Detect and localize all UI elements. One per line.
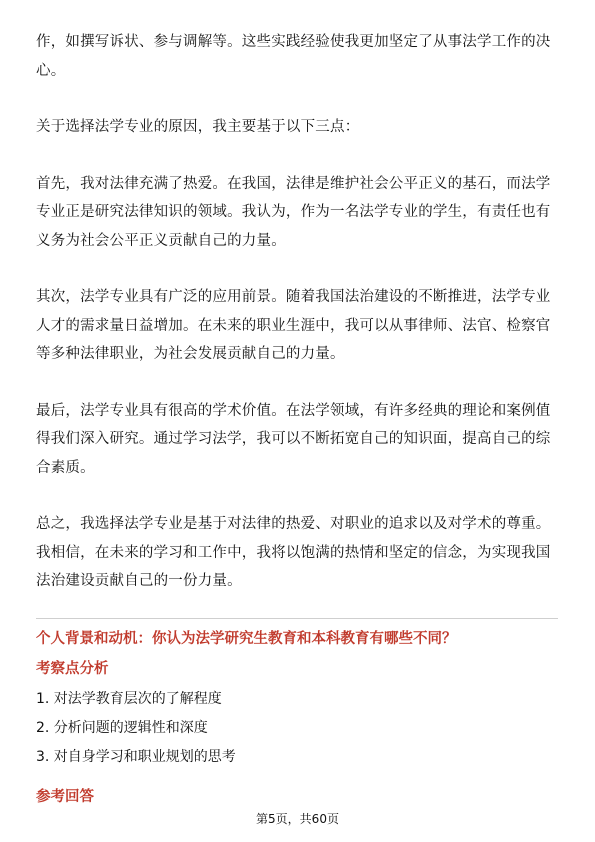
list-item: 3. 对自身学习和职业规划的思考 [36,748,236,765]
list-item: 2. 分析问题的逻辑性和深度 [36,719,208,736]
paragraph-reason-third: 最后，法学专业具有很高的学术价值。在法学领域，有许多经典的理论和案例值得我们深入研究。通过学习法学，我可以不断拓宽自己的知识面，提高自己的综合素质。 [36,402,551,476]
reference-answer-heading: 参考回答 [36,788,94,805]
list-item: 1. 对法学教育层次的了解程度 [36,690,222,707]
paragraph-reason-first: 首先，我对法律充满了热爱。在我国，法律是维护社会公平正义的基石，而法学专业正是研究法律知识的领域。我认为，作为一名法学专业的学生，有责任也有义务为社会公平正义贡献自己的力量。 [36,175,551,249]
paragraph-practice-experience: 作，如撰写诉状、参与调解等。这些实践经验使我更加坚定了从事法学工作的决心。 [36,34,551,79]
analysis-list [36,687,558,769]
page-footer: 第5页，共60页 [256,812,339,826]
question-heading: 个人背景和动机：你认为法学研究生教育和本科教育有哪些不同？ [36,630,457,647]
paragraph-reason-second: 其次，法学专业具有广泛的应用前景。随着我国法治建设的不断推进，法学专业人才的需求量日益增加。在未来的职业生涯中，我可以从事律师、法官、检察官等多种法律职业，为社会发展贡献自己的力量。 [36,289,551,362]
paragraph-conclusion: 总之，我选择法学专业是基于对法律的热爱、对职业的追求以及对学术的尊重。我相信，在未来的学习和工作中，我将以饱满的热情和坚定的信念，为实现我国法治建设贡献自己的一份力量。 [36,516,551,589]
section-divider [36,618,558,619]
analysis-heading: 考察点分析 [36,660,109,677]
page-content [36,28,558,815]
paragraph-reasons-intro: 关于选择法学专业的原因，我主要基于以下三点： [36,119,360,135]
